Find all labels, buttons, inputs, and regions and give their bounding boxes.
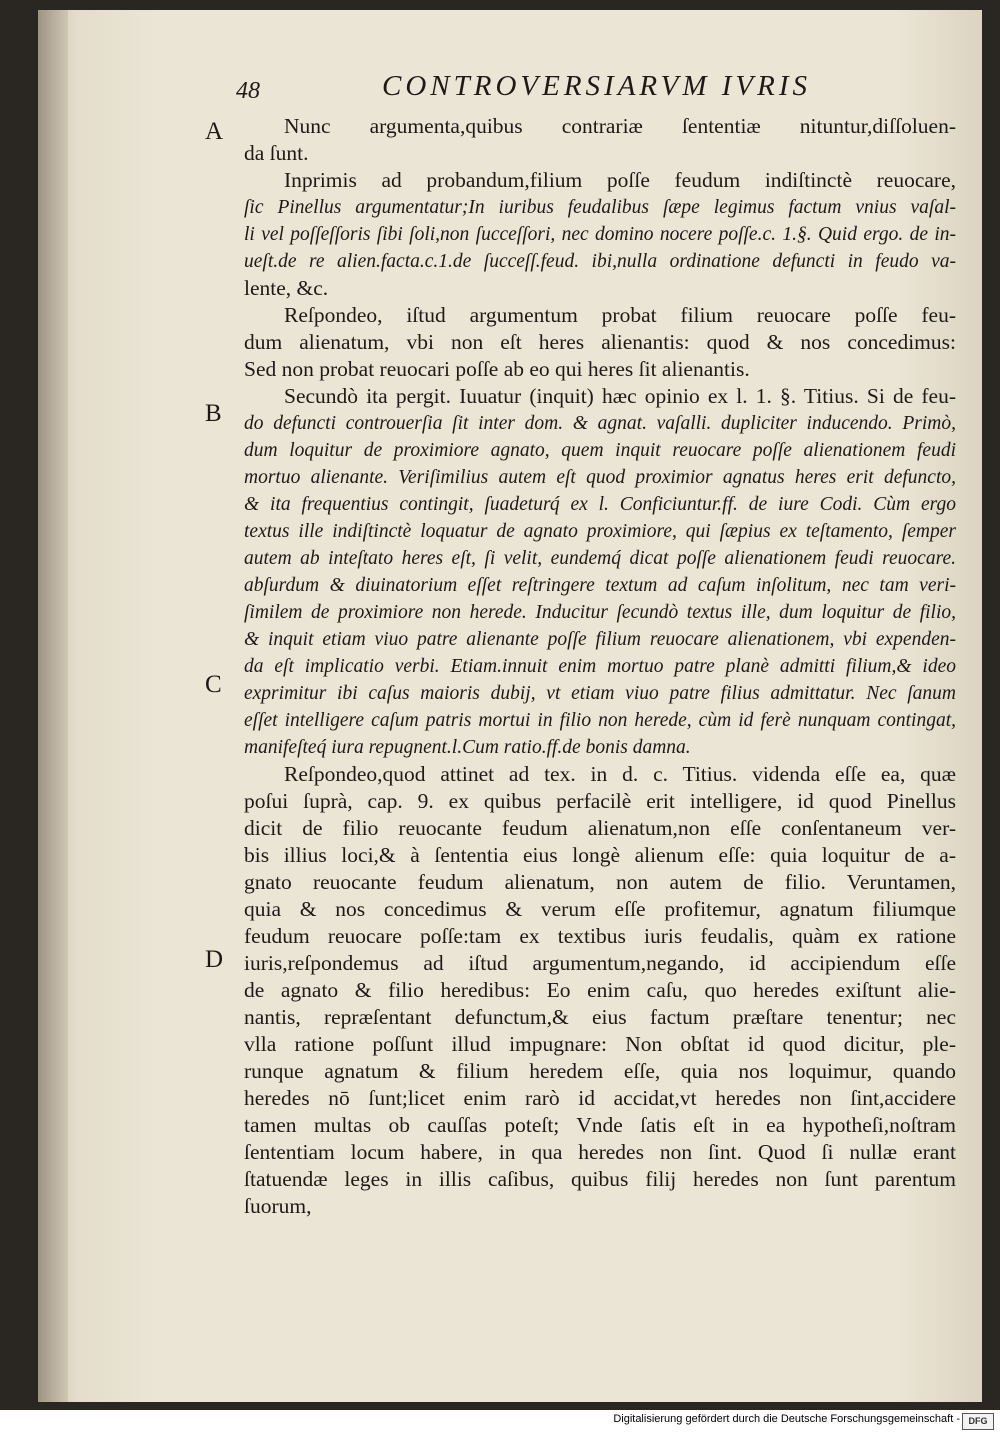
text-line: tamen multas ob cauſſas poteſt; Vnde ſatis eſt in ea hypotheſi,noſtram — [244, 1113, 956, 1137]
margin-marker-c: C — [205, 671, 222, 698]
text-line: ſtatuendæ leges in illis caſibus, quibus filij heredes non ſunt parentum — [244, 1167, 956, 1191]
funding-credit: Digitalisierung gefördert durch die Deutsche Forschungsgemeinschaft - — [613, 1413, 960, 1425]
text-line: Secundò ita pergit. Iuuatur (inquit) hæc opinio ex l. 1. §. Titius. Si de feu- — [284, 384, 956, 408]
text-line: gnato reuocante feudum alienatum, non autem de filio. Veruntamen, — [244, 870, 956, 894]
text-line: & ita frequentius contingit, ſuadeturq́ ex l. Conficiuntur.ff. de iure Codi. Cùm ergo — [244, 494, 956, 515]
text-line: runque agnatum & filium heredem eſſe, quia nos loquimur, quando — [244, 1059, 956, 1083]
margin-marker-b: B — [205, 400, 222, 427]
text-line: da eſt implicatio verbi. Etiam.innuit enim mortuo patre planè admitti filium,& ideo — [244, 656, 956, 677]
text-line: lente, &c. — [244, 276, 329, 300]
text-line: mortuo alienante. Veriſimilius autem eſt quod proximior agnatus heres erit defuncto, — [244, 467, 956, 488]
margin-marker-a: A — [205, 118, 224, 145]
footer-bar — [0, 1410, 1000, 1432]
text-line: heredes nō ſunt;licet enim rarò id accidat,vt heredes non ſint,accidere — [244, 1086, 956, 1110]
text-line: bis illius loci,& à ſententia eius longè alienum eſſe: quia loquitur de a- — [244, 843, 956, 867]
text-line: ueſt.de re alien.facta.c.1.de ſucceſſ.feud. ibi,nulla ordinatione defuncti in feudo va- — [244, 251, 956, 272]
body-text — [244, 113, 956, 1247]
text-line: exprimitur ibi caſus maioris dubij, vt etiam viuo patre filius admittatur. Nec ſanum — [244, 683, 956, 704]
text-line: do defuncti controuerſia ſit inter dom. & agnat. vaſalli. dupliciter inducendo. Primò, — [244, 413, 956, 434]
text-line: ſic Pinellus argumentatur;In iuribus feudalibus ſæpe legimus factum vnius vaſal- — [244, 197, 956, 218]
text-line: ſuorum, — [244, 1194, 312, 1218]
text-line — [244, 1220, 956, 1247]
text-line: feudum reuocare poſſe:tam ex textibus iuris feudalis, quàm ex ratione — [244, 924, 956, 948]
running-title: CONTROVERSIARVM IVRIS — [382, 70, 811, 102]
text-line: Sed non probat reuocari poſſe ab eo qui heres ſit alienantis. — [244, 357, 750, 381]
text-line: Reſpondeo,quod attinet ad tex. in d. c. Titius. videnda eſſe ea, quæ — [284, 762, 956, 786]
text-line: & inquit etiam viuo patre alienante poſſe filium reuocare alienationem, vbi expenden- — [244, 629, 956, 650]
text-line: manifeſteq́ iura repugnent.l.Cum ratio.ff.de bonis damna. — [244, 737, 691, 758]
text-line: dicit de filio reuocante feudum alienatum,non eſſe conſentaneum ver- — [244, 816, 956, 840]
text-line: de agnato & filio heredibus: Eo enim caſu, quo heredes exiſtunt alie- — [244, 978, 956, 1002]
text-line: textus ille indiſtinctè loquatur de agnato proximiore, qui ſæpius ex teſtamento, ſemper — [244, 521, 956, 542]
margin-marker-d: D — [205, 946, 224, 973]
text-line: quia & nos concedimus & verum eſſe profitemur, agnatum filiumque — [244, 897, 956, 921]
text-line: eſſet intelligere caſum patris mortui in filio non herede, cùm id ferè nunquam contingat, — [244, 710, 956, 731]
text-line: nantis, repræſentant defunctum,& eius factum præſtare tenentur; nec — [244, 1005, 956, 1029]
text-line: ſimilem de proximiore non herede. Inducitur ſecundò textus ille, dum loquitur de filio, — [244, 602, 956, 623]
text-line: dum alienatum, vbi non eſt heres alienantis: quod & nos concedimus: — [244, 330, 956, 354]
page-number: 48 — [236, 78, 260, 104]
text-line: autem ab inteſtato heres eſt, ſi velit, eundemq́ dicat poſſe alienationem feudi reuocare. — [244, 548, 956, 569]
dfg-logo[interactable]: DFG — [962, 1413, 994, 1430]
text-line: vlla ratione poſſunt illud impugnare: Non obſtat id quod dicitur, ple- — [244, 1032, 956, 1056]
text-line: poſui ſuprà, cap. 9. ex quibus perfacilè erit intelligere, id quod Pinellus — [244, 789, 956, 813]
text-line: dum loquitur de proximiore agnato, quem inquit reuocare poſſe alienationem feudi — [244, 440, 956, 461]
page-gutter-shadow — [38, 10, 68, 1402]
text-line: Nunc argumenta,quibus contrariæ ſententiæ nituntur,diſſoluen- — [284, 114, 956, 138]
text-line: iuris,reſpondemus ad iſtud argumentum,negando, id accipiendum eſſe — [244, 951, 956, 975]
text-line: da ſunt. — [244, 141, 309, 165]
text-line: li vel poſſeſſoris ſibi ſoli,non ſucceſſori, nec domino nocere poſſe.c. 1.§. Quid ergo. de in- — [244, 224, 956, 245]
text-line: Inprimis ad probandum,filium poſſe feudum indiſtinctè reuocare, — [284, 168, 956, 192]
text-line: ſententiam locum habere, in qua heredes non ſint. Quod ſi nullæ erant — [244, 1140, 956, 1164]
text-line: abſurdum & diuinatorium eſſet reſtringere textum ad caſum inſolitum, nec tam veri- — [244, 575, 956, 596]
text-line: Reſpondeo, iſtud argumentum probat filium reuocare poſſe feu- — [284, 303, 956, 327]
